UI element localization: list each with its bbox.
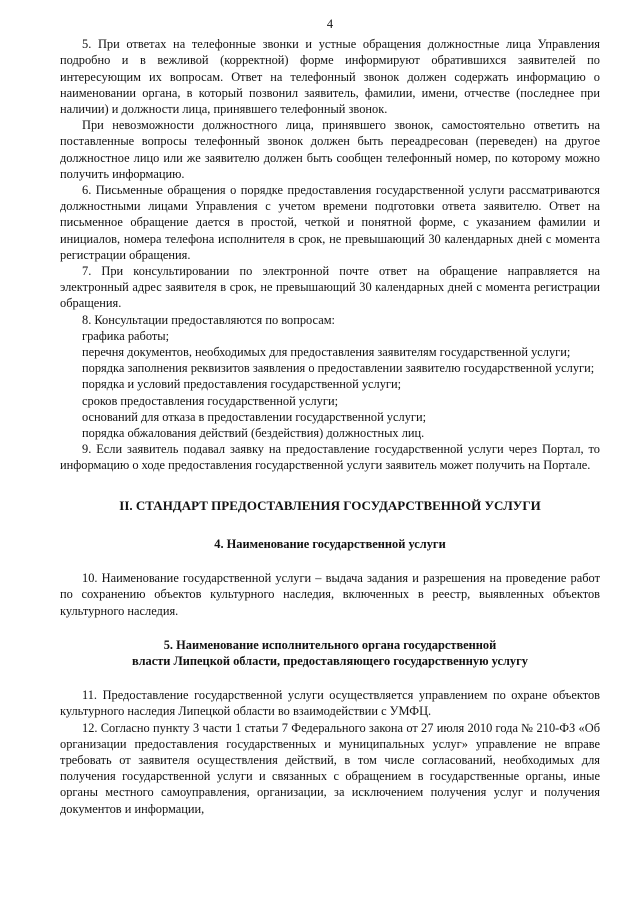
paragraph-9: 9. Если заявитель подавал заявку на предоставление государственной услуги через Портал, то информацию о ходе предоставления государственной услуги заявитель может получить на Портале.: [60, 442, 600, 473]
subsection-4-title: 4. Наименование государственной услуги: [214, 536, 446, 551]
subsection-5-title: [60, 637, 600, 669]
paragraph-12: 12. Согласно пункту 3 части 1 статьи 7 Федерального закона от 27 июля 2010 года № 210-ФЗ «Об организации предоставления государственных и муниципальных услуг» управление не вправе требовать от заявителя осуществления действий, в том числе согласований, необходимых для получения государственной услуги и связанных с обращением в государственные органы, иные органы местного самоуправления, организации, за исключением получения услуг и получения документов и информации,: [60, 720, 600, 816]
list-item: графика работы;: [82, 328, 170, 343]
list-item: перечня документов, необходимых для предоставления заявителям государственной услуги;: [82, 345, 571, 360]
list-item: порядка и условий предоставления государственной услуги;: [82, 377, 402, 392]
paragraph-8: 8. Консультации предоставляются по вопросам:: [82, 312, 335, 327]
list-item: порядка заполнения реквизитов заявления о предоставлении заявителю государственной услуги;: [82, 361, 595, 376]
list-item: сроков предоставления государственной услуги;: [82, 393, 339, 408]
paragraph-11: 11. Предоставление государственной услуги осуществляется управлением по охране объектов культурного наследия Липецкой области во взаимодействии с УМФЦ.: [60, 688, 600, 719]
list-item: оснований для отказа в предоставлении государственной услуги;: [82, 409, 427, 424]
paragraph-7: 7. При консультировании по электронной почте ответ на обращение направляется на электронный адрес заявителя в срок, не превышающий 30 календарных дней с момента регистрации обращения.: [60, 264, 600, 311]
subsection-5-title-line2: власти Липецкой области, предоставляющего государственную услугу: [132, 653, 528, 668]
paragraph-5: 5. При ответах на телефонные звонки и устные обращения должностные лица Управления подробно и в вежливой (корректной) форме информируют обратившихся заявителей по интересующим их вопросам. Ответ на телефонный звонок должен содержать информацию о наименовании органа, в который позвонил заявитель, фамилии, имени, отчестве (последнее при наличии) и должности лица, принявшего телефонный звонок.: [60, 37, 600, 117]
subsection-5-title-line1: 5. Наименование исполнительного органа государственной: [163, 637, 497, 652]
paragraph-5-continued: При невозможности должностного лица, принявшего звонок, самостоятельно ответить на поставленные вопросы телефонный звонок должен быть переадресован (переведен) на другое должностное лицо или же заявителю должен быть сообщен телефонный номер, по которому можно получить информацию.: [60, 118, 600, 181]
list-item: порядка обжалования действий (бездействия) должностных лиц.: [82, 426, 425, 441]
paragraph-10: 10. Наименование государственной услуги – выдача задания и разрешения на проведение работ по сохранению объектов культурного наследия, включенных в реестр, выявленных объектов культурного наследия.: [60, 571, 600, 618]
document-page: [60, 16, 600, 817]
section-title: II. СТАНДАРТ ПРЕДОСТАВЛЕНИЯ ГОСУДАРСТВЕННОЙ УСЛУГИ: [119, 497, 541, 513]
paragraph-6: 6. Письменные обращения о порядке предоставления государственной услуги рассматриваются должностными лицами Управления с учетом времени подготовки ответа заявителю. Ответ на письменное обращение дается в простой, четкой и понятной форме, с указанием фамилии и инициалов, номера телефона исполнителя в срок, не превышающий 30 календарных дней с момента регистрации обращения.: [60, 183, 600, 262]
page-number: 4: [326, 17, 334, 31]
